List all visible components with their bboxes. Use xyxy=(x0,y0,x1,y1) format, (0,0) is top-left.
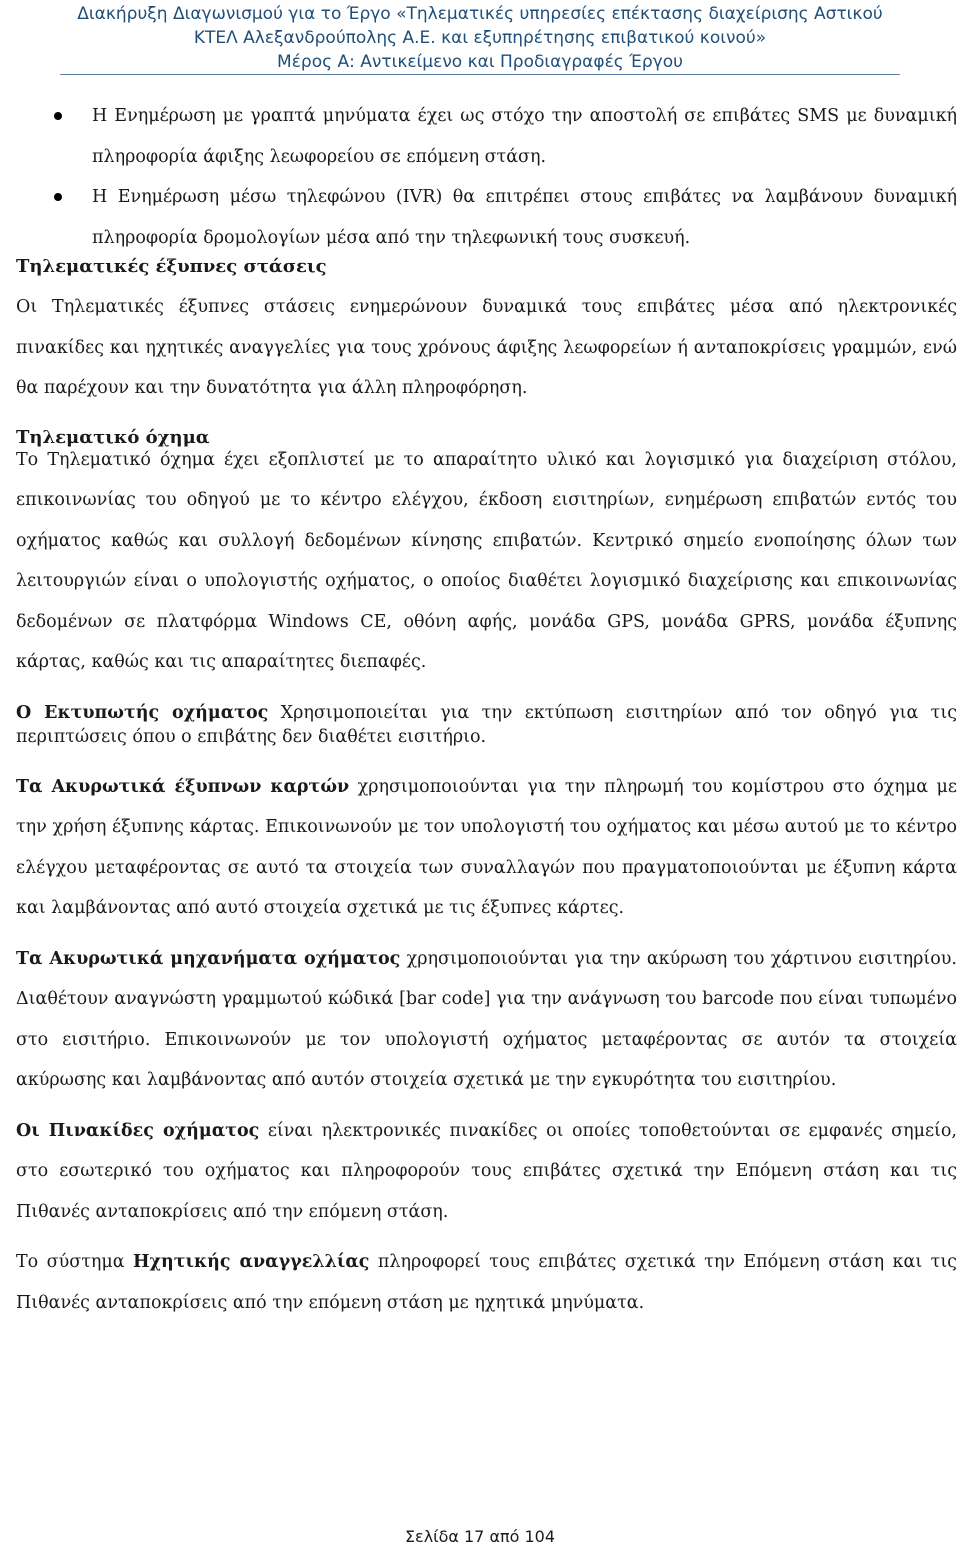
header-title-line-1: Διακήρυξη Διαγωνισμού για το Έργο «Τηλεματικές υπηρεσίες επέκτασης διαχείρισης Αστικού xyxy=(77,4,883,24)
paragraph-audio: Το σύστημα Ηχητικής αναγγελλίας πληροφορεί τους επιβάτες σχετικά την Επόμενη στάση και τις Πιθανές ανταποκρίσεις από την επόμενη στάση με ηχητικά μηνύματα. xyxy=(16,1252,957,1313)
term-ticket-validators: Τα Ακυρωτικά μηχανήματα οχήματος xyxy=(16,948,401,969)
term-printer: Ο Εκτυπωτής οχήματος xyxy=(16,702,269,723)
term-signs: Οι Πινακίδες οχήματος xyxy=(16,1120,260,1141)
page-number: Σελίδα 17 από 104 xyxy=(404,1527,556,1546)
section-heading-vehicle: Τηλεματικό όχημα xyxy=(16,426,210,448)
list-item xyxy=(16,96,957,177)
bullet-text: Η Ενημέρωση μέσω τηλεφώνου (IVR) θα επιτρέπει στους επιβάτες να λαμβάνουν δυναμική πληροφορία δρομολογίων μέσα από την τηλεφωνική τους συσκευή. xyxy=(92,187,957,248)
header-title-line-2: ΚΤΕΛ Αλεξανδρούπολης Α.Ε. και εξυπηρέτησης επιβατικού κοινού» xyxy=(193,28,767,48)
bullet-list xyxy=(16,96,957,258)
section-heading-smart-stops: Τηλεματικές έξυπνες στάσεις xyxy=(16,256,327,277)
paragraph-signs: Οι Πινακίδες οχήματος είναι ηλεκτρονικές πινακίδες οι οποίες τοποθετούνται σε εμφανές σημείο, στο εσωτερικό του οχήματος και πληροφορούν τους επιβάτες σχετικά την Επόμενη στάση και τις Πιθανές ανταποκρίσεις από την επόμενη στάση. xyxy=(16,1120,957,1222)
term-card-validators: Τα Ακυρωτικά έξυπνων καρτών xyxy=(16,776,350,797)
term-audio: Ηχητικής αναγγελλίας xyxy=(133,1252,370,1272)
paragraph-printer: Ο Εκτυπωτής οχήματος Χρησιμοποιείται για την εκτύπωση εισιτηρίων από τον οδηγό για τις περιπτώσεις όπου ο επιβάτης δεν διαθέτει εισιτήριο. xyxy=(16,702,958,747)
list-item xyxy=(16,177,957,258)
paragraph-card-validators: Τα Ακυρωτικά έξυπνων καρτών χρησιμοποιούνται για την πληρωμή του κομίστρου στο όχημα με την χρήση έξυπνης κάρτας. Επικοινωνούν με τον υπολογιστή του οχήματος και μέσω αυτού με το κέντρο ελέγχου μεταφέροντας σε αυτό τα στοιχεία των συναλλαγών που πραγματοποιούνται με έξυπνη κάρτα και λαμβάνοντας από αυτό στοιχεία σχετικά με τις έξυπνες κάρτες. xyxy=(16,776,957,918)
paragraph-smart-stops: Οι Τηλεματικές έξυπνες στάσεις ενημερώνουν δυναμικά τους επιβάτες μέσα από ηλεκτρονικές πινακίδες και ηχητικές αναγγελίες για τους χρόνους άφιξης λεωφορείων ή ανταποκρίσεις γραμμών, ενώ θα παρέχουν και την δυνατότητα για άλλη πληροφόρηση. xyxy=(16,297,957,398)
page-body xyxy=(16,96,957,1323)
paragraph-vehicle: Το Τηλεματικό όχημα έχει εξοπλιστεί με το απαραίτητο υλικό και λογισμικό για διαχείριση στόλου, επικοινωνίας του οδηγού με το κέντρο ελέγχου, έκδοση εισιτηρίων, ενημέρωση επιβατών εντός του οχήματος καθώς και συλλογή δεδομένων κίνησης επιβατών. Κεντρικό σημείο ενοποίησης όλων των λειτουργιών είναι ο υπολογιστής οχήματος, ο οποίος διαθέτει λογισμικό διαχείρισης και επικοινωνίας δεδομένων σε πλατφόρμα Windows CE, οθόνη αφής, μονάδα GPS, μονάδα GPRS, μονάδα έξυπνης κάρτας, καθώς και τις απαραίτητες διεπαφές. xyxy=(16,449,957,672)
paragraph-ticket-validators: Τα Ακυρωτικά μηχανήματα οχήματος χρησιμοποιούνται για την ακύρωση του χάρτινου εισιτηρίου. Διαθέτουν αναγνώστη γραμμωτού κώδικά [bar code] για την ανάγνωση του barcode που είναι τυπωμένο στο εισιτήριο. Επικοινωνούν με τον υπολογιστή οχήματος μεταφέροντας σε αυτόν τα στοιχεία ακύρωσης και λαμβάνοντας από αυτόν στοιχεία σχετικά με την εγκυρότητα του εισιτηρίου. xyxy=(16,948,957,1090)
header-divider xyxy=(60,74,900,75)
bullet-icon xyxy=(54,112,62,120)
bullet-icon xyxy=(54,193,62,201)
document-header xyxy=(0,0,960,74)
header-subtitle: Μέρος Α: Αντικείμενο και Προδιαγραφές Έργου xyxy=(277,52,683,72)
bullet-text: Η Ενημέρωση με γραπτά μηνύματα έχει ως στόχο την αποστολή σε επιβάτες SMS με δυναμική πληροφορία άφιξης λεωφορείου σε επόμενη στάση. xyxy=(92,106,957,167)
